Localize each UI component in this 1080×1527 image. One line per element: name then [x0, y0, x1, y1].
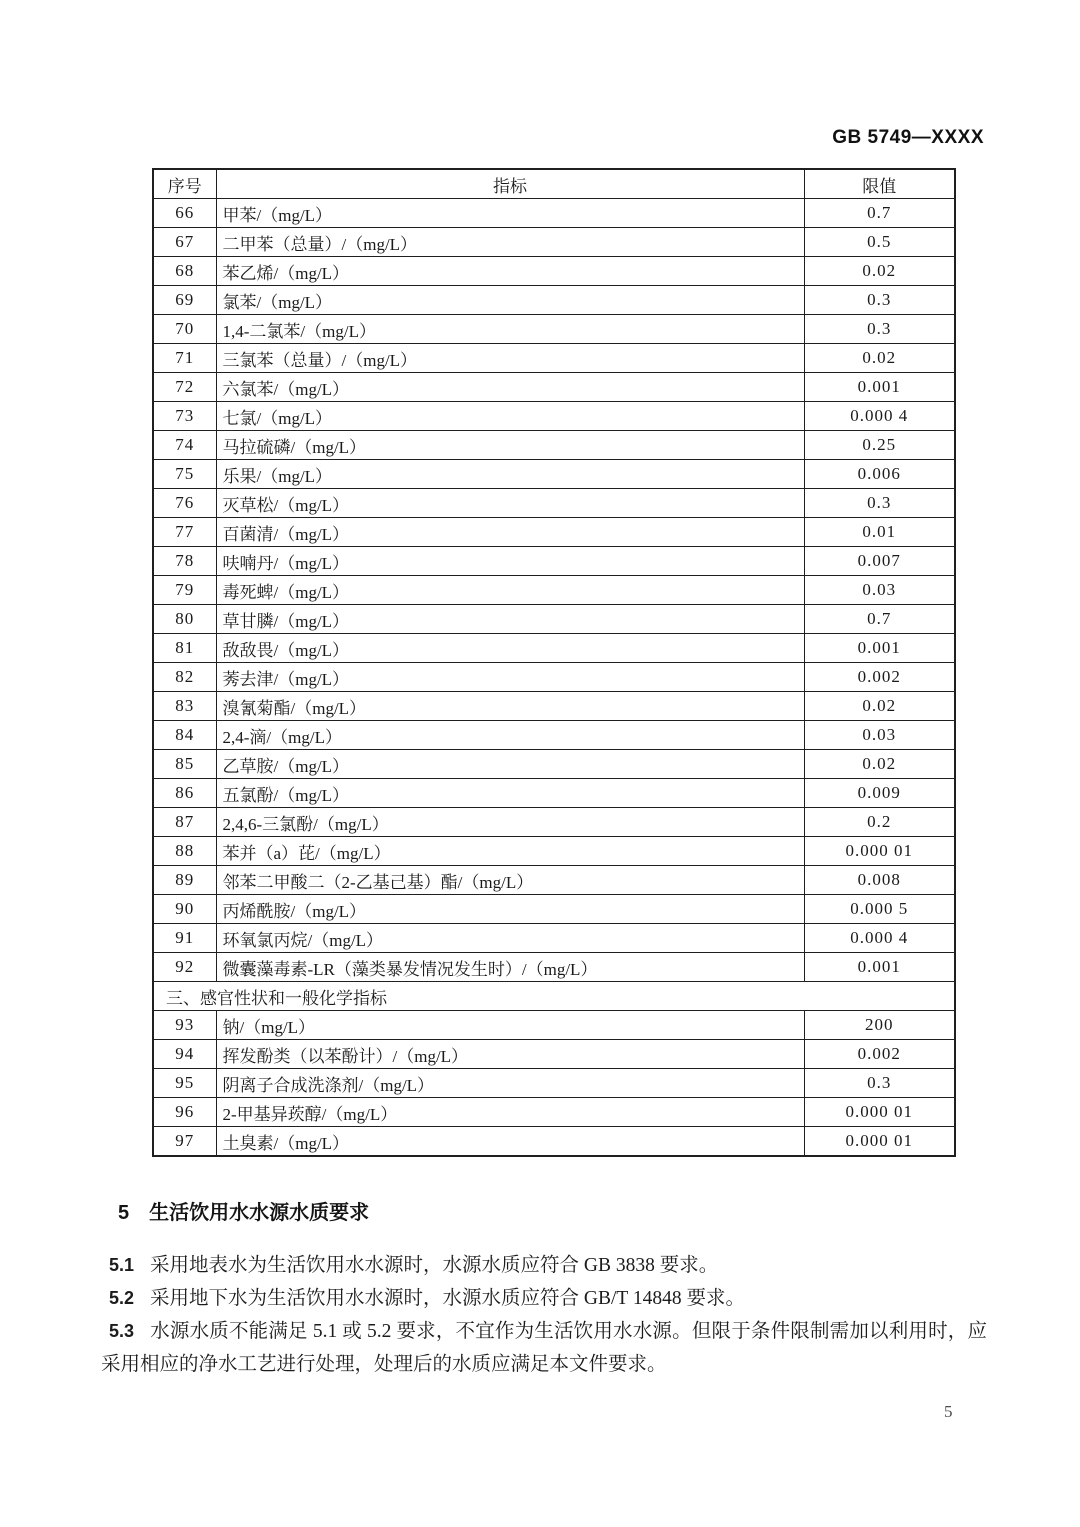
limit-cell: 0.2 [804, 808, 955, 837]
row-number-cell: 75 [153, 460, 216, 489]
limit-cell: 0.5 [804, 228, 955, 257]
table-row [153, 837, 955, 866]
table-row [153, 1011, 955, 1040]
clause-text: 水源水质不能满足 5.1 或 5.2 要求，不宜作为生活饮用水水源。但限于条件限制需加以利用时，应采用相应的净水工艺进行处理，处理后的水质应满足本文件要求。 [101, 1321, 987, 1375]
row-number-cell: 86 [153, 779, 216, 808]
doc-code: GB 5749—XXXX [832, 127, 984, 148]
limit-cell: 0.3 [804, 1069, 955, 1098]
table-row [153, 228, 955, 257]
clause-5-1 [101, 1249, 987, 1282]
table-row [153, 1069, 955, 1098]
table-row [153, 866, 955, 895]
table-row [153, 953, 955, 982]
row-number-cell: 88 [153, 837, 216, 866]
limit-cell: 0.3 [804, 489, 955, 518]
row-number-cell: 73 [153, 402, 216, 431]
limit-cell: 0.02 [804, 257, 955, 286]
row-number-cell: 68 [153, 257, 216, 286]
indicator-cell: 邻苯二甲酸二（2-乙基己基）酯/（mg/L） [216, 866, 804, 895]
table-row [153, 576, 955, 605]
indicator-cell: 挥发酚类（以苯酚计）/（mg/L） [216, 1040, 804, 1069]
table-row [153, 779, 955, 808]
indicator-cell: 土臭素/（mg/L） [216, 1127, 804, 1157]
row-number-cell: 83 [153, 692, 216, 721]
row-number-cell: 95 [153, 1069, 216, 1098]
indicator-cell: 氯苯/（mg/L） [216, 286, 804, 315]
clause-text: 采用地表水为生活饮用水水源时，水源水质应符合 GB 3838 要求。 [150, 1255, 719, 1276]
indicator-cell: 丙烯酰胺/（mg/L） [216, 895, 804, 924]
row-number-cell: 76 [153, 489, 216, 518]
limit-cell: 0.002 [804, 1040, 955, 1069]
indicator-cell: 阴离子合成洗涤剂/（mg/L） [216, 1069, 804, 1098]
table-row [153, 518, 955, 547]
limit-cell: 0.03 [804, 576, 955, 605]
row-number-cell: 81 [153, 634, 216, 663]
table-row [153, 199, 955, 228]
indicator-cell: 敌敌畏/（mg/L） [216, 634, 804, 663]
col-limit-header: 限值 [804, 169, 955, 199]
col-indicator-header: 指标 [216, 169, 804, 199]
section-5-title: 生活饮用水水源水质要求 [149, 1202, 370, 1224]
row-number-cell: 93 [153, 1011, 216, 1040]
row-number-cell: 69 [153, 286, 216, 315]
clause-5-2 [101, 1282, 987, 1315]
table-row [153, 344, 955, 373]
table-row [153, 605, 955, 634]
row-number-cell: 84 [153, 721, 216, 750]
row-number-cell: 74 [153, 431, 216, 460]
indicator-cell: 五氯酚/（mg/L） [216, 779, 804, 808]
row-number-cell: 91 [153, 924, 216, 953]
limit-cell: 0.000 5 [804, 895, 955, 924]
indicator-cell: 溴氰菊酯/（mg/L） [216, 692, 804, 721]
table-header-row [153, 169, 955, 199]
col-number-header: 序号 [153, 169, 216, 199]
limit-cell: 0.000 4 [804, 924, 955, 953]
table-row [153, 431, 955, 460]
row-number-cell: 96 [153, 1098, 216, 1127]
indicator-cell: 微囊藻毒素-LR（藻类暴发情况发生时）/（mg/L） [216, 953, 804, 982]
table-row [153, 808, 955, 837]
table-row [153, 692, 955, 721]
limit-cell: 0.7 [804, 605, 955, 634]
indicator-cell: 七氯/（mg/L） [216, 402, 804, 431]
page-number: 5 [944, 1402, 953, 1421]
limit-cell: 0.25 [804, 431, 955, 460]
limit-cell: 0.000 01 [804, 1098, 955, 1127]
limit-cell: 0.02 [804, 344, 955, 373]
indicator-cell: 环氧氯丙烷/（mg/L） [216, 924, 804, 953]
section-row [153, 982, 955, 1011]
indicator-cell: 莠去津/（mg/L） [216, 663, 804, 692]
indicator-cell: 2-甲基异莰醇/（mg/L） [216, 1098, 804, 1127]
section-row-label: 三、感官性状和一般化学指标 [153, 982, 955, 1011]
row-number-cell: 79 [153, 576, 216, 605]
row-number-cell: 72 [153, 373, 216, 402]
row-number-cell: 66 [153, 199, 216, 228]
row-number-cell: 90 [153, 895, 216, 924]
indicator-cell: 六氯苯/（mg/L） [216, 373, 804, 402]
row-number-cell: 85 [153, 750, 216, 779]
table-row [153, 315, 955, 344]
indicator-cell: 2,4,6-三氯酚/（mg/L） [216, 808, 804, 837]
limit-cell: 0.3 [804, 286, 955, 315]
indicator-cell: 百菌清/（mg/L） [216, 518, 804, 547]
row-number-cell: 94 [153, 1040, 216, 1069]
section-5-number: 5 [118, 1202, 130, 1224]
clause-text: 采用地下水为生活饮用水水源时，水源水质应符合 GB/T 14848 要求。 [150, 1288, 745, 1309]
limit-cell: 0.000 4 [804, 402, 955, 431]
limit-cell: 0.002 [804, 663, 955, 692]
table-row [153, 286, 955, 315]
indicator-cell: 草甘膦/（mg/L） [216, 605, 804, 634]
table-row [153, 1127, 955, 1157]
indicator-cell: 1,4-二氯苯/（mg/L） [216, 315, 804, 344]
limit-cell: 200 [804, 1011, 955, 1040]
table-row [153, 634, 955, 663]
indicator-cell: 呋喃丹/（mg/L） [216, 547, 804, 576]
row-number-cell: 87 [153, 808, 216, 837]
indicator-cell: 甲苯/（mg/L） [216, 199, 804, 228]
limit-cell: 0.007 [804, 547, 955, 576]
indicator-cell: 灭草松/（mg/L） [216, 489, 804, 518]
indicator-cell: 三氯苯（总量）/（mg/L） [216, 344, 804, 373]
indicator-cell: 苯乙烯/（mg/L） [216, 257, 804, 286]
indicator-cell: 乙草胺/（mg/L） [216, 750, 804, 779]
row-number-cell: 70 [153, 315, 216, 344]
row-number-cell: 71 [153, 344, 216, 373]
limit-cell: 0.03 [804, 721, 955, 750]
limit-cell: 0.000 01 [804, 837, 955, 866]
table-row [153, 402, 955, 431]
clause-number: 5.3 [109, 1321, 135, 1341]
limit-cell: 0.01 [804, 518, 955, 547]
section-5-clauses [101, 1249, 987, 1381]
indicator-cell: 钠/（mg/L） [216, 1011, 804, 1040]
indicator-cell: 乐果/（mg/L） [216, 460, 804, 489]
row-number-cell: 82 [153, 663, 216, 692]
clause-number: 5.2 [109, 1288, 135, 1308]
limit-cell: 0.7 [804, 199, 955, 228]
limit-cell: 0.02 [804, 750, 955, 779]
indicator-cell: 苯并（a）芘/（mg/L） [216, 837, 804, 866]
limit-cell: 0.006 [804, 460, 955, 489]
indicator-cell: 马拉硫磷/（mg/L） [216, 431, 804, 460]
indicator-table [152, 168, 956, 1157]
row-number-cell: 78 [153, 547, 216, 576]
indicator-cell: 2,4-滴/（mg/L） [216, 721, 804, 750]
table-row [153, 895, 955, 924]
table-row [153, 721, 955, 750]
row-number-cell: 77 [153, 518, 216, 547]
limit-cell: 0.000 01 [804, 1127, 955, 1157]
table-row [153, 257, 955, 286]
table-row [153, 489, 955, 518]
table-row [153, 1098, 955, 1127]
indicator-cell: 二甲苯（总量）/（mg/L） [216, 228, 804, 257]
table-row [153, 547, 955, 576]
row-number-cell: 80 [153, 605, 216, 634]
table-row [153, 750, 955, 779]
table-row [153, 924, 955, 953]
limit-cell: 0.001 [804, 634, 955, 663]
limit-cell: 0.008 [804, 866, 955, 895]
clause-5-3 [101, 1315, 987, 1381]
limit-cell: 0.02 [804, 692, 955, 721]
table-row [153, 663, 955, 692]
limit-cell: 0.001 [804, 373, 955, 402]
table-row [153, 373, 955, 402]
limit-cell: 0.001 [804, 953, 955, 982]
row-number-cell: 67 [153, 228, 216, 257]
table-row [153, 460, 955, 489]
indicator-cell: 毒死蜱/（mg/L） [216, 576, 804, 605]
limit-cell: 0.3 [804, 315, 955, 344]
section-5-heading [118, 1196, 369, 1225]
row-number-cell: 89 [153, 866, 216, 895]
limit-cell: 0.009 [804, 779, 955, 808]
row-number-cell: 97 [153, 1127, 216, 1157]
table-row [153, 1040, 955, 1069]
row-number-cell: 92 [153, 953, 216, 982]
clause-number: 5.1 [109, 1255, 135, 1275]
